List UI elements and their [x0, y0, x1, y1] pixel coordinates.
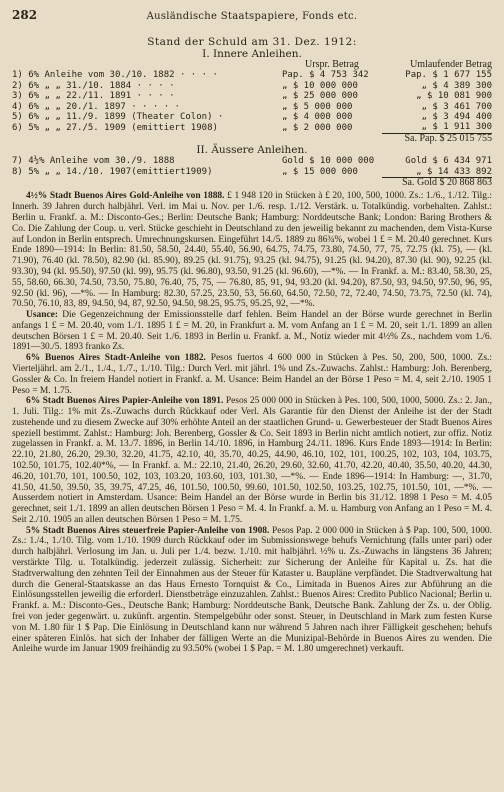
- paragraph-text: Die Gegenzeichnung der Emissionsstelle darf fehlen. Beim Handel an der Börse wurde gerechnet in Berlin anfangs 1 £ = M. 20.40, vom 1./1. 1895 1 £ = M. 20, in Frankfurt a. M. vom Anfang an 1 £ = M. 20, seit 1./1. 1899 an allen deutschen Börsen 1 £ = M. 20.40. Seit 1./6. 1893 in Berlin u. Frankf. a. M., Notiz wieder mit 4½% Zs., nachdem vom 1./6. 1891—30./5. 1893 franko Zs.: [12, 310, 492, 353]
- table-row: [12, 91, 492, 101]
- loan-desc: 7) 4½% Anleihe vom 30./9. 1888: [12, 156, 175, 167]
- loan-umlauf: „ $ 14 433 892: [382, 167, 492, 178]
- paragraph-heading: 6% Stadt Buenos Aires Papier-Anleihe von 1891.: [26, 396, 224, 407]
- page-number: 282: [12, 8, 38, 22]
- table-row: [12, 112, 492, 122]
- sum-outer-loans: Sa. Gold $ 20 868 863: [402, 177, 492, 189]
- loan-urspr: „ $ 25 000 000: [282, 91, 358, 102]
- paragraph-text: Pesos 25 000 000 in Stücken à Pes. 100, 500, 1000, 5000. Zs.: 2. Jan., 1. Juli. Tilg.: 1% mit Zs.-Zuwachs durch Rückkauf oder Verl. Als Garantie für den Dienst der Anleihe ist der der Stadt zustehende und zu diesem Zwecke auf 30% erhöhte Anteil an der staatlichen Grund- u. Gewerbesteuer der Stadt Buenos Aires speziell bestimmt. Zahlst.: Hamburg: Joh. Berenberg, Gossler & Co. Seit 1893 in Berlin nicht amtlich notiert, zur offiz. Notiz zugelassen in Frankf. a. M. 13./7. 1896, in Berlin 14./10. 1896, in Hamburg 24./11. 1896. Kurs Ende 1893—1914: In Berlin: 22.10, 21.80, 26.20, 29.30, 32.20, 41.75, 42.10, 40, 35.70, 40.25, 44.90, 46.10, 102, 101, 100.25, 102, 103, 104, 103.75, 102.50, 101.75, 102.40*%, — In Frankf. a. M.: 22.10, 21.40, 26.20, 29.60, 32.60, 41.70, 42.20, 40.40, 35.50, 40.20, 44.30, 46.20, 101.70, 101, 100.50, 102, 103, 103.20, 103.60, 103, 101.30, —*%. — Ende 1896—1914: In Hamburg: —, 31.70, 41.50, 41.50, 39.50, 35, 39.75, 47.25, 46, 101.50, 100.50, 99.60, 101.50, 102.50, 103.25, 102.75, 101.50, 101, —*%. — Ausserdem notiert in Amsterdam. Usance: Beim Handel an der Börse wurde in Berlin bis 31./12. 1898 1 Peso = M. 4.05 gerechnet, seit 1./1. 1899 an allen deutschen Börsen 1 Peso = M. 4. In Frankf. a. M. u. Hamburg von Anfang an 1 Peso = M. 4. Seit 2./10. 1905 an allen deutschen Börsen 1 Peso = M. 1.75.: [12, 396, 492, 525]
- running-title: Ausländische Staatspapiere, Fonds etc.: [146, 11, 358, 22]
- table-row: [12, 81, 492, 91]
- loan-umlauf: Pap. $ 1 677 155: [405, 70, 492, 81]
- sum-row: [12, 133, 492, 144]
- loan-desc: 2) 6% „ „ 31./10. 1884 · · · ·: [12, 80, 175, 91]
- section-inner-loans-heading: I. Innere Anleihen.: [202, 48, 302, 60]
- column-header-umlauf: Umlaufender Betrag: [410, 59, 492, 70]
- paragraph-text: £ 1 948 120 in Stücken à £ 20, 100, 500, 1000. Zs.: 1./6., 1./12. Tilg.: Innerh. 39 Jahren durch halbjährl. Verl. im Mai u. Nov. per 1./6. resp. 1./12. Verstärk. u. Totalkündig. vorbehalten. Zahlst.: Berlin u. Frankf. a. M.: Disconto-Ges.; Berlin: Deutsche Bank; Hamburg: Norddeutsche Bank; London: Baring Brothers & Co. Die Zahlung der Coup. u. verl. Stücke geschieht in Deutschland zu den jeweilig bekannt zu machenden, dem Vista-Kurse auf London in Berlin entsprech. Umrechnungskursen. Eingeführt 14./5. 1889 zu 86¾%, wobei 1 £ = M. 20.40 gerechnet. Kurs Ende 1890—1914: In Berlin: 81.50, 58.50, 24.40, 55.40, 56.90, 64.75, 74.75, 73.80, 74.50, 77, 75, 72.75 (kl. 75), — (kl. 71.90), 76.40 (kl. 78.50), 82.90 (kl. 85.90), 89.25 (kl. 91.75), 93.25 (kl. 94.75), 91.25 (kl. 94.20), 87.30 (kl. 90), 92.25 (kl. 93.30), 94 (kl. 95.50), 97.50 (kl. 99), 95.75 (kl. 96.80), 93.50, 91.25 (kl. 96.60), —*%. — In Frankf. a. M.: 83.40, 58.30, 25, 55, 58.60, 66.30, 74.50, 73.50, 75.80, 76.40, 75, 75, — 76.80, 85, 91, 94, 93.20 (kl. 94.20), 87.50, 93, 94.50, 97.50, 96, 95, 92.50 (kl. 96), —*%. — In Hamburg: 82.30, 57.25, 23.50, 53, 56.60, 64.50, 72.50, 72, 72.40, 74.50, 73.75, 72.50 (kl. 74), 70.50, 76.10, 83, 89, 94.50, 94, 87, 92.50, 94.50, 98.25, 95.75, 95.25, 92, —*%.: [12, 191, 492, 310]
- table-row: [12, 70, 492, 80]
- paragraph-paper-loan-1891: [12, 396, 492, 525]
- inner-loans-table: [12, 60, 492, 144]
- loan-umlauf: „ $ 1 911 300: [382, 122, 492, 133]
- table-row: [12, 156, 492, 166]
- paragraph-heading: 5% Stadt Buenos Aires steuerfreie Papier-Anleihe von 1908.: [26, 525, 270, 536]
- loan-umlauf: Gold $ 6 434 971: [405, 156, 492, 167]
- sum-row: [12, 178, 492, 189]
- paragraph-gold-loan-1888: [12, 191, 492, 310]
- paragraph-city-loan-1882: [12, 353, 492, 396]
- table-row: [12, 102, 492, 112]
- body-text: [12, 191, 492, 655]
- paragraph-heading: 4½% Stadt Buenos Aires Gold-Anleihe von 1888.: [26, 191, 225, 202]
- loan-desc: 3) 6% „ „ 22./11. 1891 · · · ·: [12, 91, 175, 102]
- outer-loans-table: [12, 156, 492, 188]
- table-row: [12, 122, 492, 133]
- paragraph-usance: [12, 310, 492, 353]
- loan-umlauf: „ $ 3 494 400: [421, 112, 492, 123]
- loan-desc: 5) 6% „ „ 11./9. 1899 (Theater Colon) ·: [12, 112, 224, 123]
- paragraph-text: Pesos fuertos 4 600 000 in Stücken à Pes. 50, 200, 500, 1000. Zs.: Vierteljährl. am 2./1., 1./4., 1./7., 1./10. Tilg.: Durch Verl. mit jährl. 1% und Zs.-Zuwachs. Zahlst.: Hamburg: Joh. Berenberg, Gossler & Co. In freiem Handel notiert in Frankf. a. M. Usance: Beim Handel an der Börse 1 Peso = M. 4, seit 2./10. 1905 1 Peso = M. 1.75.: [12, 353, 493, 396]
- loan-desc: 1) 6% Anleihe vom 30./10. 1882 · · · ·: [12, 70, 218, 81]
- loan-desc: 4) 6% „ „ 20./1. 1897 · · · · ·: [12, 101, 180, 112]
- paragraph-paper-loan-1908: [12, 526, 492, 655]
- loan-urspr: „ $ 2 000 000: [282, 122, 353, 133]
- loan-umlauf: „ $ 10 081 900: [416, 91, 492, 102]
- loan-umlauf: „ $ 3 461 700: [421, 101, 492, 112]
- page-header: [12, 8, 492, 26]
- paragraph-text: Pesos Pap. 2 000 000 in Stücken à $ Pap. 100, 500, 1000. Zs.: 1./4., 1./10. Tilg. vom 1./10. 1909 durch Rückkauf oder im Submissionswege behufs Vernichtung (falls unter pari) oder durch halbjährl. Verlosung im Jan. u. Juli per 1./4. bezw. 1./10. mit halbjährl. ½% u. Zs.-Zuwachs in längstens 36 Jahren; verstärkte Tilg. u. Totalkündig. jederzeit zulässig. Sicherheit: zur Sicherung der Anleihe für Kapital u. Zs. hat die Stadtverwaltung den zehnten Teil der Einnahmen aus der Steuer für Kataster u. Baupläne verpfändet. Die Stadtverwaltung hat durch die General-Staatskasse an das Haus Ernesto Tornquist & Co., Limitada in Buenos Aires zur Abführung an die Einlösungsstellen jeweilig die erforderl. Dienstbeträge einzuzahlen. Zahlst.: Buenos Aires: Credito Publico Nacional; Berlin u. Frankf. a. M.: Disconto-Ges., Deutsche Bank; Hamburg: Norddeutsche Bank, Deutsche Bank. Zahlung der Zs. u. der Oblig. frei von jeder gegenwärt. u. zukünft. argentin. Stempelgebühr oder sonst. Steuer, in Deutschland in Mark zum festen Kurse von M. 1.80 für 1 $ Pap. Die Einlösung in Deutschland kann nur während 5 Jahren nach ihrer Fälligkeit geschehen; behufs einer späteren Einlös. hat sich der Inhaber der fälligen Werte an die Munizipal-Behörde in Buenos Aires zu wenden. Die Anleihe wurde im Januar 1909 freihändig zu 93.50% (wobei 1 $ Pap. = M. 1.80 umgerechnet) verkauft.: [12, 525, 493, 655]
- column-header-urspr: Urspr. Betrag: [305, 59, 359, 70]
- debt-status-title: Stand der Schuld am 31. Dez. 1912:: [147, 36, 357, 48]
- table-row: [12, 167, 492, 178]
- loan-umlauf: „ $ 4 389 300: [421, 80, 492, 91]
- loan-urspr: „ $ 4 000 000: [282, 112, 353, 123]
- loan-desc: 8) 5% „ „ 14./10. 1907(emittiert1909): [12, 166, 213, 177]
- loan-desc: 6) 5% „ „ 27./5. 1909 (emittiert 1908): [12, 122, 218, 133]
- loan-urspr: „ $ 10 000 000: [282, 80, 358, 91]
- sum-inner-loans: Sa. Pap. $ 25 015 755: [404, 132, 492, 144]
- paragraph-heading: 6% Buenos Aires Stadt-Anleihe von 1882.: [26, 353, 206, 364]
- paragraph-heading: Usance:: [26, 310, 58, 321]
- table-header-row: [12, 60, 492, 70]
- loan-urspr: Gold $ 10 000 000: [282, 156, 375, 167]
- loan-urspr: „ $ 5 000 000: [282, 101, 353, 112]
- section-outer-loans-heading: II. Äussere Anleihen.: [196, 144, 308, 157]
- loan-urspr: „ $ 15 000 000: [282, 166, 358, 177]
- loan-urspr: Pap. $ 4 753 342: [282, 70, 369, 81]
